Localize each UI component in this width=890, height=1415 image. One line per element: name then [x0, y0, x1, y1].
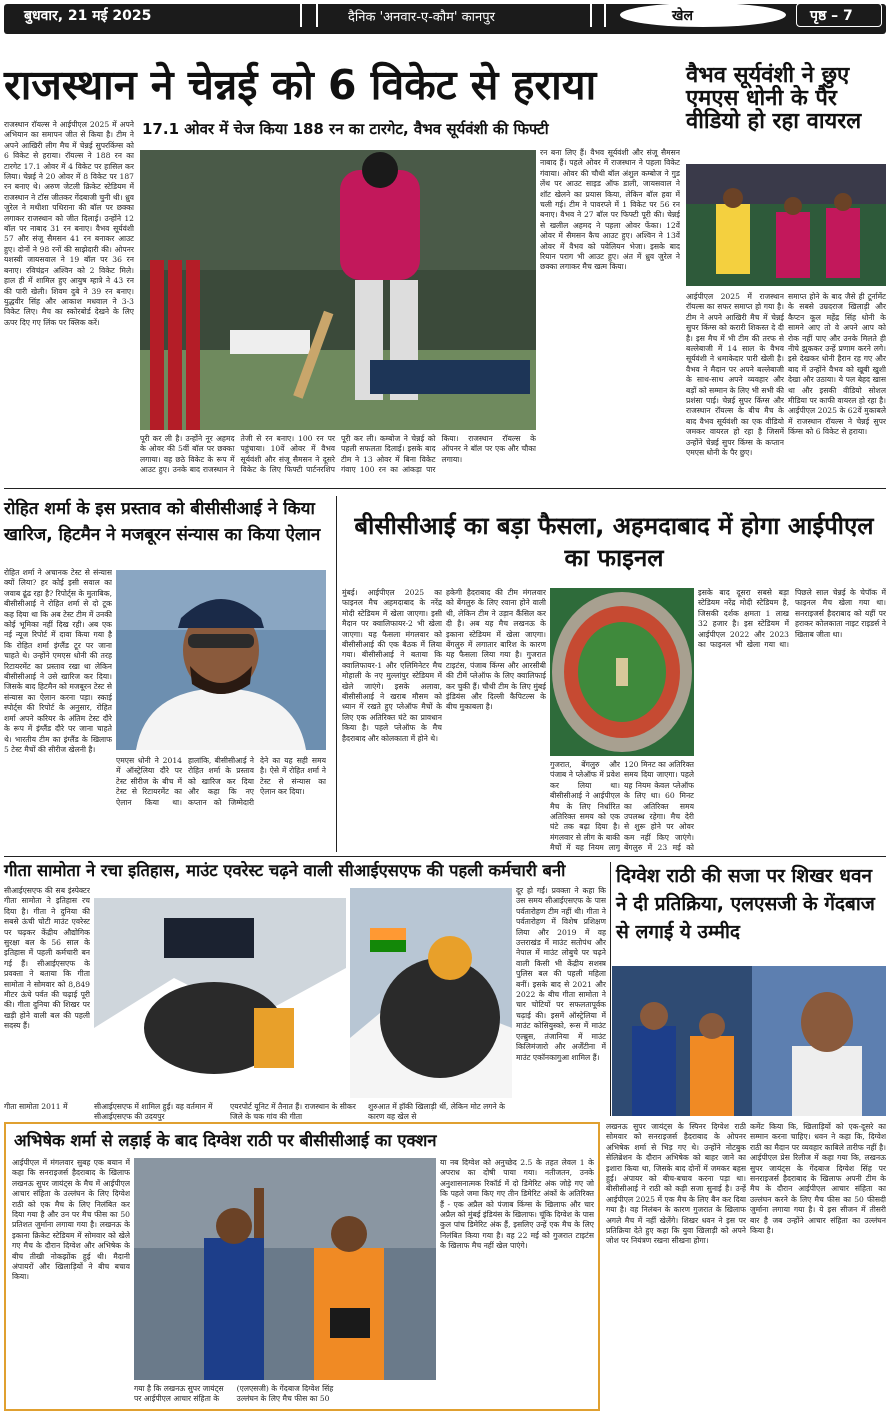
vaibhav-body-right: समाप्त होने के बाद जैसे ही टूर्नामेंट के सबसे उम्रदराज खिलाड़ी और कैप्टन कूल महेंद्र सिंह धोनी के सामने आए तो वे अपने आप को रोक नहीं पाए और उनके मिलते ही नीचे झुककर उन्हें प्रणाम करने लगे। इसे देखकर धोनी हैरान रह गए और बाद में उन्होंने वैभव को खूबी खुशी देखा और उठाया। ये पल बेहद खास था और इसकी वीडियो सोशल मीडिया पर काफी वायरल हो रहा है। आईपीएल 2025 के 62वें मुकाबले में राजस्थान रॉयल्स ने चेन्नई सुपर किंग्स को 6 विकेट से हराया। [788, 292, 886, 437]
vaibhav-headline: वैभव सूर्यवंशी ने छुए एमएस धोनी के पैर वीडियो हो रहा वायरल [686, 63, 862, 135]
bcci-body-col1: मुंबई। आईपीएल 2025 का फाइनल मैच अहमदाबाद के नरेंद्र मोदी स्टेडियम में खेला जाएगा। इसी मैदान पर क्वालिफायर-2 भी खेला जाएगा। यह फैसला मंगलवार को बीसीसीआई की एक बैठक में लिया गया। बीसीसीआई ने बताया कि क्वालिफायर-1 और एलिमिनेटर मैच मोहाली के नए मुल्लांपुर स्टेडियम में खेले जाएंगे। इसके अलावा, बीसीसीआई ने खराब मौसम को ध्यान में रखते हुए प्लेऑफ मैचों के लिए एक अतिरिक्त घंटे का प्रावधान किया है। पहले प्लेऑफ के मैच हैदराबाद और कोलकाता में होने थे। [342, 588, 442, 743]
geeta-caption-1: सीआईएसएफ में शामिल हुईं। वह वर्तमान में सीआईएसएफ की उदयपुर [94, 1102, 213, 1121]
vaibhav-body-left: आईपीएल 2025 में राजस्थान रॉयल्स का सफर समाप्त हो गया है। टीम ने अपने आखिरी मैच में चेन्नई सुपर किंग्स को करारी शिकस्त दे दी है। इस मैच में भी टीम की तरफ से बल्लेबाजी में 14 साल के वैभव सूर्यवंशी ने धमाकेदार पारी खेली है। वैभव ने मैदान पर अपने बल्लेबाजी के साथ-साथ अपने व्यवहार और बड़ों को सम्मान के लिए भी सभी की प्रशंसा पाई। चेन्नई सुपर किंग्स और राजस्थान रॉयल्स के बीच मैच के बाद वैभव सूर्यवंशी का एक वीडियो जमकर वायरल हो रहा है जिसमें उन्होंने चेन्नई सुपर किंग्स के कप्तान एमएस धोनी के पैर छुए। [686, 292, 784, 458]
section-oval [620, 3, 786, 27]
abhishek-headline: अभिषेक शर्मा से लड़ाई के बाद दिग्वेश राठी पर बीसीसीआई का एक्शन [14, 1131, 437, 1150]
geeta-photo-2 [350, 888, 512, 1098]
abhishek-body-right: लखनऊ सुपर जायंट्स के स्पिनर दिग्वेश राठी सोमवार को सनराइजर्स हैदराबाद के ओपनर अभिषेक शर्मा से भिड़ गए थे। उन्होंने नोटबुक सेलिब्रेशन के दौरान अभिषेक को बाहर जाने का इशारा किया था, जिसके बाद दोनों में जमकर बहस हुई। अंपायर को बीच-बचाव करना पड़ा था। बीसीसीआई ने राठी को कड़ी सजा सुनाई है। उन्हें आईपीएल 2025 में एक मैच के लिए बैन कर दिया गया है। वह निलंबन के कारण गुजरात के खिलाफ अगले मैच में नहीं खेलेंगे। शिखर धवन ने इस पर प्रतिक्रिया देते हुए कहा कि युवा खिलाड़ी को अपने जोश पर नियंत्रण रखना सीखना होगा। [606, 1122, 746, 1246]
geeta-headline: गीता सामोता ने रचा इतिहास, माउंट एवरेस्ट चढ़ने वाली सीआईएसएफ की पहली कर्मचारी बनी [4, 861, 566, 880]
abhishek-body-left: आईपीएल में मंगलवार सुबह एक बयान में कहा कि सनराइजर्स हैदराबाद के खिलाफ लखनऊ सुपर जायंट्स के मैच में आईपीएल आचार संहिता के उल्लंघन के लिए दिग्वेश राठी को एक मैच के लिए निलंबित कर दिया गया है और उन पर मैच फीस का 50 प्रतिशत जुर्माना लगाया गया है। लखनऊ के इकाना क्रिकेट स्टेडियम में सोमवार को खेले गए मैच के दौरान दिग्वेश और अभिषेक के बीच तीखी नोकझोंक हुई थी। मैदानी अंपायरों और खिलाड़ियों ने बीच बचाव किया। [12, 1158, 130, 1282]
digvesh-headline: दिग्वेश राठी की सजा पर शिखर धवन ने दी प्रतिक्रिया, एलएसजी के गेंदबाज से लगाई ये उम्मीद [616, 865, 875, 943]
page-number: पृष्ठ – 7 [810, 8, 853, 24]
geeta-caption-3: शुरुआत में हॉकी खिलाड़ी थीं, लेकिन मोट लगने के कारण वह खेल से [368, 1102, 505, 1121]
rohit-body-bottom: एमएस धोनी ने 2014 में ऑस्ट्रेलिया दौरे पर टेस्ट सीरीज के बीच में टेस्ट से रिटायरमेंट का ऐलान किया था। हालांकि, बीसीसीआई ने रोहित शर्मा के प्रस्ताव को खारिज कर दिया और कहा कि नए कप्तान को जिम्मेदारी देने का यह सही समय है। ऐसे में रोहित शर्मा ने टेस्ट से संन्यास का ऐलान कर दिया। [116, 756, 326, 807]
masthead-separator [300, 3, 302, 27]
masthead-paper-name: दैनिक 'अनवार-ए-कौम' कानपुर [348, 10, 495, 25]
section-name: खेल [672, 8, 693, 24]
abhishek-body-mid: या नब दिग्वेश को अनुच्छेद 2.5 के तहत लेवल 1 के अपराध का दोषी पाया गया। नतीजतन, उनके अनुशासनात्मक रिकॉर्ड में दो डिमेरिट अंक जोड़े गए जो कि पहले जमा किए गए तीन डिमेरिट अंकों के अतिरिक्त हैं - एक अप्रैल को पंजाब किंग्स के खिलाफ और चार अप्रैल को मुंबई इंडियंस के खिलाफ। चूंकि दिग्वेश के पास कुल पांच डिमेरिट अंक हैं, इसलिए उन्हें एक मैच के लिए निलंबित किया गया है। वह 22 मई को गुजरात टाइटंस के खिलाफ मैच नहीं खेल पाएंगे। [440, 1158, 594, 1251]
rohit-body-left: रोहित शर्मा ने अचानक टेस्ट से संन्यास क्यों लिया? हर कोई इसी सवाल का जवाब ढूंढ रहा है? रिपोर्ट्स के मुताबिक, बीसीसीआई ने रोहित शर्मा से दो टूक कह दिया था कि अब टेस्ट टीम में उनकी कोई भूमिका नहीं दिख रही। अब एक नई न्यूज रिपोर्ट में दावा किया गया है कि रोहित शर्मा इंग्लैंड टूर पर जाना चाहते थे। उन्होंने एमएस धोनी की तरह रिटायरमेंट का प्रस्ताव रखा था लेकिन बीसीसीआई ने उसे खारिज कर दिया। जिसके बाद हिटमैन को मजबूरन टेस्ट से संन्यास का ऐलान करना पड़ा। स्काई स्पोर्ट्स की रिपोर्ट के अनुसार, रोहित शर्मा अपने करियर के अंतिम टेस्ट दौरे के रूप में इंग्लैंड दौरे पर जाना चाहते थे। भारतीय टीम का इंग्लैंड के खिलाफ 5 टेस्ट मैचों की सीरीज खेलनी है। [4, 568, 112, 754]
geeta-body-bottom: गीता सामोता 2011 में [4, 1102, 68, 1111]
bcci-body-col2: हकेगी हैदराबाद की टीम मंगलवार को बेंगलुरु के लिए रवाना होने वाली थी, लेकिन टीम ने उड़ान कैंसिल कर दी है। अब यह मैच लखनऊ के इकाना स्टेडियम में खेला जाएगा। बेंगलुरु में लगातार बारिश के कारण यह फैसला लिया गया है। गुजरात टाइटंस, पंजाब किंग्स और आरसीबी की टीमें प्लेऑफ के लिए क्वालिफाई कर चुकी हैं। चौथी टीम के लिए मुंबई इंडियंस और दिल्ली कैपिटल्स के बीच मुकाबला है। [446, 588, 546, 712]
section-divider [4, 856, 886, 857]
geeta-body-left: सीआईएसएफ की सब इंस्पेक्टर गीता सामोता ने इतिहास रच दिया है। गीता ने दुनिया की सबसे ऊंची चोटी माउंट एवरेस्ट पर चढ़कर केंद्रीय औद्योगिक सुरक्षा बल के 56 साल के इतिहास में पहली कर्मचारी बन गई हैं। सीआईएसएफ के प्रवक्ता ने बताया कि गीता सामोता ने सोमवार को 8,849 मीटर ऊंचे पर्वत की चढ़ाई पूरी की। गीता दुनिया की शिखर पर खड़ी होने वाली बल की पहली सदस्य हैं। [4, 886, 90, 1031]
column-divider [336, 496, 337, 852]
geeta-photo-1 [94, 898, 346, 1098]
masthead-separator [604, 3, 606, 27]
abhishek-body-far: कमेंट किया कि, खिलाड़ियों को एक-दूसरे का सम्मान करना चाहिए। धवन ने कहा कि, दिग्वेश राठी का मैदान पर व्यवहार काबिले तारीफ नहीं है। आईपीएल प्रेस रिलीज में कहा गया कि, लखनऊ सुपर जायंट्स के गेंदबाज दिग्वेश सिंह पर सनराइजर्स हैदराबाद के खिलाफ अपनी टीम के मैच के दौरान आईपीएल आचार संहिता का उल्लंघन करने के लिए मैच फीस का 50 फीसदी जुर्माना लगाया गया है। ये इस सीजन में तीसरी बार है जब उन्होंने आचार संहिता का उल्लंघन किया है। [750, 1122, 886, 1236]
masthead-date: बुधवार, 21 मई 2025 [24, 8, 152, 24]
abhishek-caption: गया है कि लखनऊ सुपर जायंट्स पर आईपीएल आचार संहिता के (एलएसजी) के गेंदबाज दिग्वेश सिंह उल्लंघन के लिए मैच फीस का 50 [134, 1384, 334, 1403]
bcci-body-col5: इसके बाद दूसरा सबसे बड़ा स्टेडियम नरेंद्र मोदी स्टेडियम है, जिसकी दर्शक क्षमता 1 लाख 32 हजार है। इस स्टेडियम में आईपीएल 2022 और 2023 का फाइनल भी खेला गया था। पिछले साल चेन्नई के चेपॉक में फाइनल मैच खेला गया था। सनराइजर्स हैदराबाद को यहीं पर हराकर कोलकाता नाइट राइडर्स ने खिताब जीता था। [698, 588, 886, 650]
lead-body-col2: रन बना लिए हैं। वैभव सूर्यवंशी और संजू सैमसन नाबाद हैं। पहले ओवर में राजस्थान ने पहला विकेट गंवाया। ओवर की चौथी बॉल अंशुल कम्बोज ने गुड लेंथ पर आउट साइड ऑफ डाली, जायसवाल ने शॉट खेलने का प्रयास किया, लेकिन बॉल हवा में चली गई। टीम ने पावरप्ले में 1 विकेट पर 56 रन बनाए। वैभव ने 27 बॉल पर फिफ्टी पूरी की। चेन्नई से खलील अहमद ने पहला ओवर फेंका। 12वें ओवर में सैमसन कैच आउट हुए। अश्विन ने 13वें ओवर में वैभव को पवेलियन भेजा। इसके बाद रियान पराग भी आउट हुए। अंत में ध्रुव जुरेल ने छक्का लगाकर मैच खत्म किया। [540, 148, 680, 272]
column-divider [610, 862, 611, 1116]
lead-photo [140, 150, 536, 430]
lead-subhead: 17.1 ओवर में चेज किया 188 रन का टारगेट, वैभव सूर्यवंशी की फिफ्टी [142, 120, 549, 138]
geeta-caption-2: एयरपोर्ट यूनिट में तैनात हैं। राजस्थान के सीकर जिले के चक गांव की गीता [230, 1102, 356, 1121]
rohit-headline: रोहित शर्मा के इस प्रस्ताव को बीसीसीआई ने किया खारिज, हिटमैन ने मजबूरन संन्यास का किया ऐलान [4, 499, 321, 545]
rohit-photo [116, 570, 326, 750]
lead-body-col1: राजस्थान रॉयल्स ने आईपीएल 2025 में अपने अभियान का समापन जीत से किया है। टीम ने अपने आखिरी लीग मैच में चेन्नई सुपरकिंग्स को 6 विकेट से हराया। रॉयल्स ने 188 रन का टारगेट 17.1 ओवर में 4 विकेट पर हासिल कर लिया। चेन्नई ने 20 ओवर में 8 विकेट पर 187 रन बनाए थे। अरुण जेटली क्रिकेट स्टेडियम में राजस्थान ने टॉस जीतकर गेंदबाजी चुनी थी। ध्रुव जुरेल ने मथीशा पथिराना की बॉल पर छक्का लगाकर राजस्थान को जीत दिलाई। उन्होंने 12 बॉल पर नाबाद 31 रन बनाए। वैभव सूर्यवंशी 57 और संजू सैमसन 41 रन बनाकर आउट हुए। दोनों ने 98 रनों की साझेदारी की। ओपनर यशस्वी जायसवाल ने 19 बॉल पर 36 रन बनाए। रविचंद्रन अश्विन को 2 विकेट मिले। हाल ही में शामिल हुए आयुष म्हात्रे ने 43 रन की पारी खेली। शिवम दुबे ने 39 रन बनाए। युद्धवीर सिंह और आकाश मधवाल ने 3-3 विकेट लिए। मैच का स्कोरबोर्ड देखने के लिए ऊपर दिए गए लिंक पर क्लिक करें। [4, 120, 134, 327]
digvesh-dhawan-photo [612, 966, 886, 1116]
masthead-separator [316, 3, 318, 27]
bcci-headline: बीसीसीआई का बड़ा फैसला, अहमदाबाद में होगा आईपीएल का फाइनल [354, 512, 874, 572]
masthead-separator [590, 3, 592, 27]
section-divider [4, 488, 886, 489]
geeta-body-right: दूर हो गईं। प्रवक्ता ने कहा कि उस समय सीआईएसएफ के पास पर्वतारोहण टीम नहीं थी। गीता ने पर्वतारोहण में विशेष प्रशिक्षण लिया और 2019 में वह उत्तराखंड में माउंट सतोपंथ और नेपाल में माउंट लोबुचे पर चढ़ने वाली किसी भी केंद्रीय सशस्त्र पुलिस बल की पहली महिला बनीं। इसके बाद से 2021 और 2022 के बीच गीता सामोता ने चार चोटियों पर सफलतापूर्वक चढ़ाई की। इसमें ऑस्ट्रेलिया में माउंट कोसियुस्को, रूस में माउंट एल्ब्रुस, तंजानिया में माउंट किलिमंजारो और अर्जेंटीना में माउंट एकॉनकागुआ शामिल हैं। [516, 886, 606, 1062]
abhishek-photo [134, 1158, 436, 1380]
lead-body-bottom: पूरी कर ली है। उन्होंने नूर अहमद के ओवर की 5वीं बॉल पर छक्का लगाया। वह छठे विकेट के रूप में आउट हुए। उनके बाद राजस्थान ने तेजी से रन बनाए। 100 रन पर पहुंचाया। 10वें ओवर में वैभव सूर्यवंशी और संजू सैमसन ने दूसरे विकेट के लिए फिफ्टी पार्टनरशिप पूरी कर ली। कम्बोज ने चेन्नई को पहली सफलता दिलाई। इसके बाद टीम ने 13 ओवर में बिना विकेट गंवाए 100 रन का आंकड़ा पार किया। राजस्थान रॉयल्स के ऑपनर ने बॉल पर एक और चौका लगाया। [140, 434, 536, 475]
bcci-stadium-photo [550, 588, 694, 756]
bcci-body-col4: 120 मिनट का अतिरिक्त समय दिया जाएगा। पहले यह नियम केवल प्लेऑफ के लिए था। 60 मिनट का अतिरिक्त समय उपलब्ध रहेगा। मैच देरी से शुरू होने पर ओवर कम नहीं किए जाएंगे। बेंगलुरु में 23 मई को [624, 760, 694, 852]
vaibhav-photo [686, 164, 886, 286]
bcci-body-col3: गुजरात, बेंगलुरु और पंजाब ने प्लेऑफ में प्रवेश कर लिया था। बीसीसीआई ने आईपीएल मैच के लिए निर्धारित अतिरिक्त समय को एक घंटे तक बढ़ा दिया है। मंगलवार से लीग के बाकी मैचों में यह नियम लागू [550, 760, 620, 852]
lead-headline: राजस्थान ने चेन्नई को 6 विकेट से हराया [4, 61, 597, 109]
